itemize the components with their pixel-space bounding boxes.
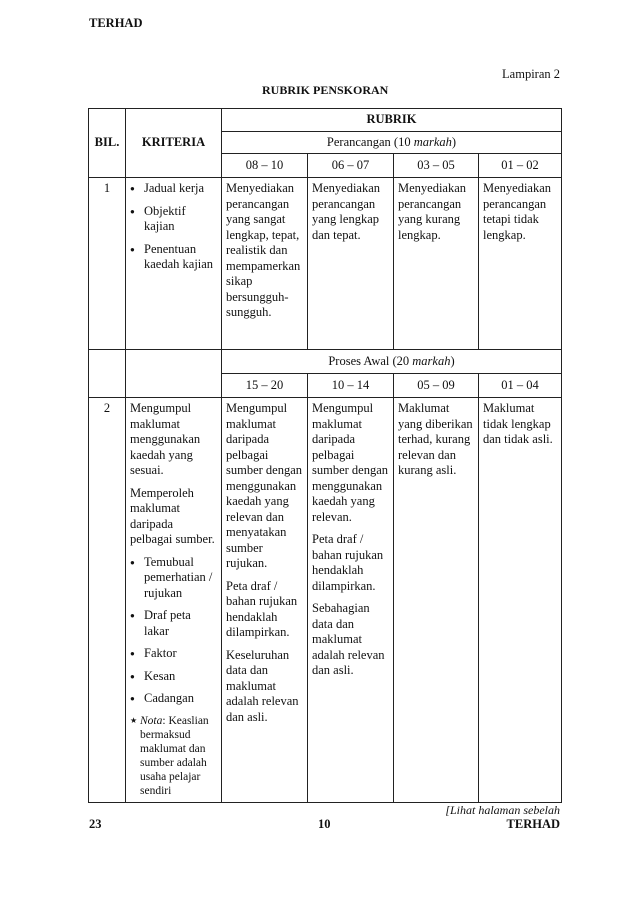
section1-title: Perancangan (10 markah) <box>222 131 562 154</box>
band-descriptor: Menyediakan perancangan yang lengkap dan tepat. <box>308 178 394 350</box>
criteria-item: ● Faktor <box>130 646 217 662</box>
score-range: 05 – 09 <box>394 374 479 398</box>
classification-footer: TERHAD <box>506 817 560 831</box>
score-range: 03 – 05 <box>394 154 479 178</box>
criteria-paragraph: Mengumpul maklumat menggunakan kaedah yang sesuai. <box>130 401 201 477</box>
criteria-item: ● Penentuan kaedah kajian <box>130 242 217 273</box>
header-rubrik: RUBRIK <box>222 109 562 132</box>
band-descriptor: Menyediakan perancangan tetapi tidak lengkap. <box>479 178 562 350</box>
classification-header: TERHAD <box>89 16 143 30</box>
band-descriptor: Mengumpul maklumat daripada pelbagai sumber dengan menggunakan kaedah yang relevan. Peta draf / bahan rujukan hendaklah dilampirkan. Sebahagian data dan maklumat adalah relevan dan asli. <box>308 398 394 803</box>
score-range: 08 – 10 <box>222 154 308 178</box>
empty-cell <box>89 350 126 398</box>
empty-cell <box>126 350 222 398</box>
band-descriptor: Menyediakan perancangan yang sangat lengkap, tepat, realistik dan mempamerkan sikap bersungguh-sungguh. <box>222 178 308 350</box>
score-range: 06 – 07 <box>308 154 394 178</box>
criteria-cell <box>126 398 222 803</box>
left-page-number: 23 <box>89 817 102 831</box>
score-range: 01 – 02 <box>479 154 562 178</box>
criteria-item: ● Objektif kajian <box>130 204 217 235</box>
score-range: 10 – 14 <box>308 374 394 398</box>
header-kriteria: KRITERIA <box>126 109 222 178</box>
score-range: 01 – 04 <box>479 374 562 398</box>
criteria-cell <box>126 178 222 350</box>
criteria-item: ● Temubual pemerhatian / rujukan <box>130 555 217 602</box>
band-descriptor: Mengumpul maklumat daripada pelbagai sumber dengan menggunakan kaedah yang relevan dan menyatakan sumber rujukan. Peta draf / bahan rujukan hendaklah dilampirkan. Keseluruhan data dan maklumat adalah relevan dan asli. <box>222 398 308 803</box>
criteria-item: ● Kesan <box>130 669 217 685</box>
row-number: 1 <box>89 178 126 350</box>
attachment-label: Lampiran 2 <box>502 67 560 81</box>
page-title: RUBRIK PENSKORAN <box>262 83 389 97</box>
next-page-note: [Lihat halaman sebelah <box>445 803 560 817</box>
note: ★ Nota: Keaslian bermaksud maklumat dan sumber adalah usaha pelajar sendiri <box>130 714 209 797</box>
section2-title: Proses Awal (20 markah) <box>222 350 562 374</box>
score-range: 15 – 20 <box>222 374 308 398</box>
page-number: 10 <box>318 817 331 831</box>
scoring-rubric-table <box>88 108 562 803</box>
row-number: 2 <box>89 398 126 803</box>
band-descriptor: Menyediakan perancangan yang kurang lengkap. <box>394 178 479 350</box>
criteria-item: ● Draf peta lakar <box>130 608 217 639</box>
header-bil: BIL. <box>89 109 126 178</box>
star-icon: ★ <box>130 715 138 725</box>
band-descriptor: Maklumat yang diberikan terhad, kurang relevan dan kurang asli. <box>394 398 479 803</box>
band-descriptor: Maklumat tidak lengkap dan tidak asli. <box>479 398 562 803</box>
criteria-paragraph: Memperoleh maklumat daripada pelbagai sumber. <box>130 485 215 546</box>
criteria-item: ● Cadangan <box>130 691 217 707</box>
criteria-item: ● Jadual kerja <box>130 181 217 197</box>
